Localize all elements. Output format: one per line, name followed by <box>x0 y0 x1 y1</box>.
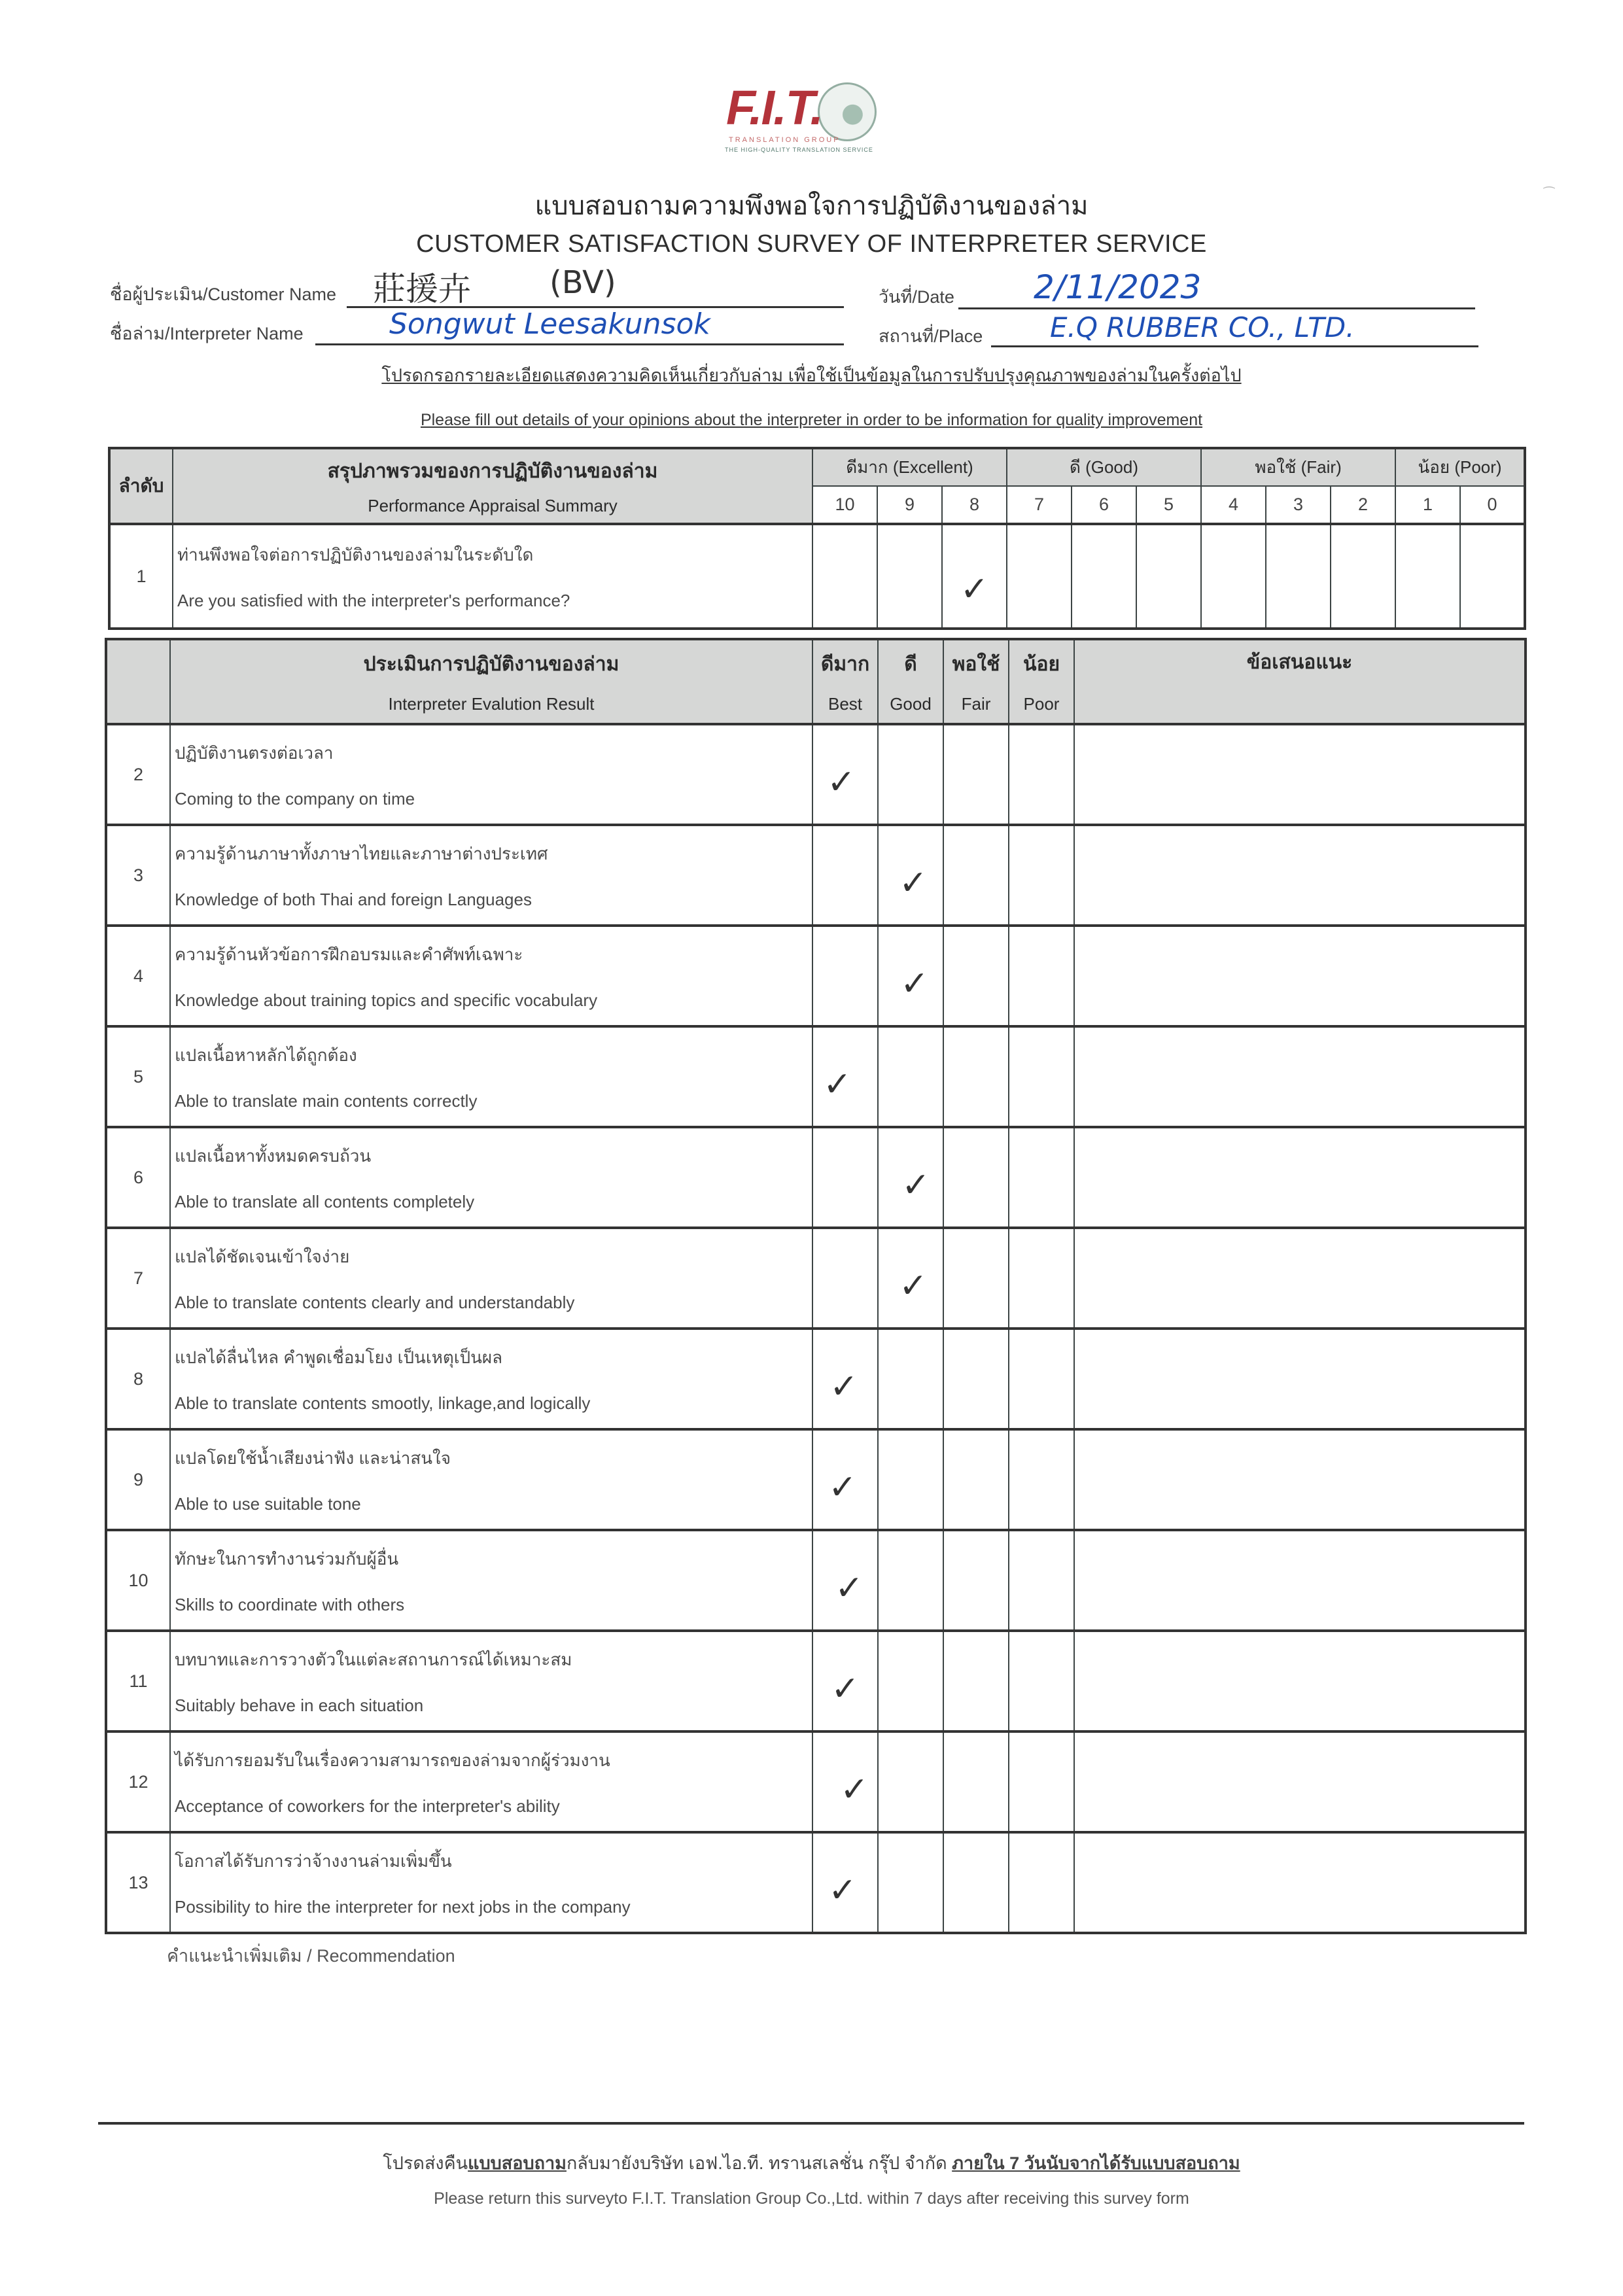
row-text-english: Possibility to hire the interpreter for next jobs in the company <box>175 1897 631 1917</box>
score-cell-8[interactable] <box>942 524 1007 629</box>
score-cell-9[interactable] <box>877 524 942 629</box>
row-index: 2 <box>106 724 170 825</box>
eval-index-header <box>106 639 170 724</box>
remarks-cell[interactable] <box>1074 724 1526 825</box>
interpreter-name-value[interactable]: Songwut Leesakunsok <box>389 307 710 341</box>
check-mark-icon: ✓ <box>827 763 856 802</box>
rating-cell-good[interactable] <box>878 1631 943 1731</box>
group-fair: พอใช้ (Fair) <box>1201 448 1395 486</box>
rating-header-poor <box>1009 639 1074 724</box>
row-text-english: Coming to the company on time <box>175 789 415 809</box>
check-mark-icon: ✓ <box>900 964 929 1003</box>
score-cell-2[interactable] <box>1331 524 1395 629</box>
rating-cell-best[interactable] <box>812 1832 878 1933</box>
evaluation-row <box>106 1832 1526 1933</box>
row-text-thai: แปลเนื้อหาทั้งหมดครบถ้วน <box>175 1146 372 1166</box>
rating-cell-poor[interactable] <box>1009 1832 1074 1933</box>
date-label: วันที่/Date <box>879 287 954 307</box>
row-text-thai: แปลได้ชัดเจนเข้าใจง่าย <box>175 1247 350 1266</box>
remarks-cell[interactable] <box>1074 1228 1526 1329</box>
row-description <box>170 1832 812 1933</box>
rating-cell-poor[interactable] <box>1009 1631 1074 1731</box>
rating-cell-fair[interactable] <box>943 1329 1009 1429</box>
row-index: 3 <box>106 825 170 926</box>
check-mark-icon: ✓ <box>828 1871 857 1910</box>
customer-name-label: ชื่อผู้ประเมิน/Customer Name <box>110 285 337 304</box>
footer-english: Please return this surveyto F.I.T. Translation Group Co.,Ltd. within 7 days after receiving this survey form <box>434 2189 1189 2208</box>
summary-row <box>109 524 1525 629</box>
row-text-thai: โอกาสได้รับการว่าจ้างงานล่ามเพิ่มขึ้น <box>175 1851 452 1871</box>
row-text-english: Suitably behave in each situation <box>175 1696 424 1715</box>
rating-cell-best[interactable] <box>812 1631 878 1731</box>
place-line <box>991 345 1478 347</box>
evaluation-row <box>106 1329 1526 1429</box>
date-line <box>958 307 1475 309</box>
evaluation-header-row <box>106 639 1526 724</box>
score-cell-0[interactable] <box>1460 524 1525 629</box>
row-index: 12 <box>106 1731 170 1832</box>
rating-cell-poor[interactable] <box>1009 1127 1074 1228</box>
rating-cell-poor[interactable] <box>1009 724 1074 825</box>
row-description <box>170 1731 812 1832</box>
row-text-english: Able to use suitable tone <box>175 1494 361 1514</box>
rating-cell-best[interactable] <box>812 1026 878 1127</box>
row-description <box>170 825 812 926</box>
footer-thai-part2: กลับมายังบริษัท เอฟ.ไอ.ที. ทรานสเลชั่น กรุ๊ป จำกัด <box>566 2153 952 2173</box>
rating-cell-poor[interactable] <box>1009 825 1074 926</box>
row-text-english: Able to translate main contents correctly <box>175 1091 478 1111</box>
rating-cell-poor[interactable] <box>1009 926 1074 1026</box>
row-text-english: Knowledge about training topics and specific vocabulary <box>175 990 598 1010</box>
score-cell-5[interactable] <box>1136 524 1201 629</box>
group-good: ดี (Good) <box>1007 448 1201 486</box>
group-poor: น้อย (Poor) <box>1395 448 1525 486</box>
row-index: 10 <box>106 1530 170 1631</box>
score-header-8: 8 <box>942 486 1007 524</box>
evaluation-row <box>106 926 1526 1026</box>
rating-cell-best[interactable] <box>812 1127 878 1228</box>
check-mark-icon: ✓ <box>899 863 928 903</box>
row-text-english: Are you satisfied with the interpreter's performance? <box>177 591 570 610</box>
globe-icon <box>818 82 877 141</box>
score-header-0: 0 <box>1460 486 1525 524</box>
row-description <box>170 1329 812 1429</box>
evaluation-table <box>105 638 1527 1934</box>
rating-good-thai: ดี <box>904 653 917 675</box>
row-index: 1 <box>109 524 173 629</box>
instructions-thai <box>0 361 1623 389</box>
row-text-thai: ทักษะในการทำงานร่วมกับผู้อื่น <box>175 1549 399 1569</box>
rating-cell-good[interactable] <box>878 926 943 1026</box>
footer-thai-bold1: แบบสอบถาม <box>468 2153 567 2173</box>
row-text-english: Able to translate contents clearly and understandably <box>175 1293 575 1312</box>
remarks-header <box>1074 639 1526 724</box>
evaluation-body <box>106 724 1526 1933</box>
rating-cell-good[interactable] <box>878 1127 943 1228</box>
rating-fair-thai: พอใช้ <box>952 653 1000 675</box>
instructions-english <box>0 411 1623 430</box>
evaluation-row <box>106 1127 1526 1228</box>
score-header-2: 2 <box>1331 486 1395 524</box>
row-description <box>170 1429 812 1530</box>
summary-description-header <box>173 448 812 524</box>
row-description <box>170 1127 812 1228</box>
row-text-thai: ความรู้ด้านภาษาทั้งภาษาไทยและภาษาต่างประเทศ <box>175 844 548 863</box>
place-label: สถานที่/Place <box>879 326 983 346</box>
check-mark-icon: ✓ <box>840 1770 869 1809</box>
score-cell-1[interactable] <box>1395 524 1460 629</box>
title-thai: แบบสอบถามความพึงพอใจการปฏิบัติงานของล่าม <box>534 192 1089 220</box>
rating-cell-good[interactable] <box>878 1429 943 1530</box>
remarks-header-thai: ข้อเสนอแนะ <box>1246 652 1353 673</box>
remarks-cell[interactable] <box>1074 926 1526 1026</box>
rating-cell-poor[interactable] <box>1009 1731 1074 1832</box>
rating-cell-good[interactable] <box>878 1832 943 1933</box>
logo-tagline: THE HIGH-QUALITY TRANSLATION SERVICE <box>725 147 873 153</box>
rating-best-thai: ดีมาก <box>820 653 870 675</box>
rating-cell-best[interactable] <box>812 1731 878 1832</box>
evaluation-row <box>106 724 1526 825</box>
rating-cell-fair[interactable] <box>943 1127 1009 1228</box>
rating-poor-english: Poor <box>1023 694 1060 714</box>
remarks-cell[interactable] <box>1074 1026 1526 1127</box>
recommendation-label: คำแนะนำเพิ่มเติม / Recommendation <box>167 1946 455 1966</box>
row-index: 8 <box>106 1329 170 1429</box>
score-header-1: 1 <box>1395 486 1460 524</box>
check-mark-icon: ✓ <box>901 1166 930 1205</box>
footer-thai-part1: โปรดส่งคืน <box>383 2153 468 2173</box>
rating-cell-fair[interactable] <box>943 1731 1009 1832</box>
rating-cell-good[interactable] <box>878 825 943 926</box>
check-mark-icon: ✓ <box>835 1569 864 1608</box>
check-mark-icon: ✓ <box>828 1468 857 1507</box>
row-text-thai: ความรู้ด้านหัวข้อการฝึกอบรมและคำศัพท์เฉพาะ <box>175 945 523 964</box>
evaluation-row <box>106 1228 1526 1329</box>
rating-cell-fair[interactable] <box>943 1026 1009 1127</box>
rating-cell-best[interactable] <box>812 926 878 1026</box>
rating-cell-fair[interactable] <box>943 1631 1009 1731</box>
rating-cell-best[interactable] <box>812 1228 878 1329</box>
scan-mark: ⁀ <box>1544 188 1555 202</box>
rating-cell-good[interactable] <box>878 1530 943 1631</box>
rating-header-good <box>878 639 943 724</box>
remarks-cell[interactable] <box>1074 825 1526 926</box>
evaluation-row <box>106 1631 1526 1731</box>
rating-good-english: Good <box>890 694 932 714</box>
score-cell-3[interactable] <box>1266 524 1331 629</box>
rating-cell-fair[interactable] <box>943 1530 1009 1631</box>
remarks-cell[interactable] <box>1074 1329 1526 1429</box>
row-text-thai: แปลได้ลื่นไหล คำพูดเชื่อมโยง เป็นเหตุเป็นผล <box>175 1348 503 1367</box>
interpreter-name-label: ชื่อล่าม/Interpreter Name <box>110 324 304 343</box>
remarks-cell[interactable] <box>1074 1731 1526 1832</box>
evaluation-row <box>106 1429 1526 1530</box>
rating-cell-poor[interactable] <box>1009 1228 1074 1329</box>
row-index: 5 <box>106 1026 170 1127</box>
summary-header-english: Performance Appraisal Summary <box>368 496 618 515</box>
rating-cell-best[interactable] <box>812 825 878 926</box>
title-english: CUSTOMER SATISFACTION SURVEY OF INTERPRETER SERVICE <box>416 230 1207 258</box>
score-header-9: 9 <box>877 486 942 524</box>
rating-cell-fair[interactable] <box>943 926 1009 1026</box>
rating-cell-best[interactable] <box>812 1329 878 1429</box>
evaluation-row <box>106 1530 1526 1631</box>
rating-cell-good[interactable] <box>878 1731 943 1832</box>
row-text-english: Acceptance of coworkers for the interpreter's ability <box>175 1796 560 1816</box>
score-header-10: 10 <box>812 486 877 524</box>
score-cell-7[interactable] <box>1007 524 1072 629</box>
row-description <box>170 1026 812 1127</box>
check-mark-icon: ✓ <box>899 1266 928 1306</box>
rating-cell-good[interactable] <box>878 1026 943 1127</box>
footer-thai-bold2: ภายใน 7 วันนับจากได้รับแบบสอบถาม <box>952 2153 1240 2173</box>
summary-header-thai: สรุปภาพรวมของการปฏิบัติงานของล่าม <box>327 461 658 482</box>
row-description <box>170 1631 812 1731</box>
row-index: 9 <box>106 1429 170 1530</box>
rating-cell-fair[interactable] <box>943 825 1009 926</box>
logo-text: F.I.T. <box>726 80 822 135</box>
rating-cell-fair[interactable] <box>943 1832 1009 1933</box>
row-description <box>170 724 812 825</box>
evaluation-row <box>106 1731 1526 1832</box>
score-cell-6[interactable] <box>1072 524 1136 629</box>
customer-name-suffix[interactable]: (BV) <box>550 264 616 301</box>
score-header-4: 4 <box>1201 486 1266 524</box>
rating-cell-good[interactable] <box>878 1228 943 1329</box>
rating-cell-fair[interactable] <box>943 1429 1009 1530</box>
rating-cell-poor[interactable] <box>1009 1429 1074 1530</box>
row-text-thai: แปลโดยใช้น้ำเสียงน่าฟัง และน่าสนใจ <box>175 1448 451 1468</box>
remarks-cell[interactable] <box>1074 1127 1526 1228</box>
footer-thai <box>0 2149 1623 2177</box>
summary-table <box>108 447 1526 630</box>
date-value[interactable]: 2/11/2023 <box>1034 268 1202 306</box>
row-text-thai: แปลเนื้อหาหลักได้ถูกต้อง <box>175 1045 357 1065</box>
remarks-cell[interactable] <box>1074 1631 1526 1731</box>
eval-header-english: Interpreter Evalution Result <box>388 694 595 714</box>
row-description <box>170 1530 812 1631</box>
rating-cell-good[interactable] <box>878 724 943 825</box>
score-header-5: 5 <box>1136 486 1201 524</box>
row-text-english: Able to translate contents smootly, linkage,and logically <box>175 1393 591 1413</box>
interpreter-name-line <box>315 343 844 345</box>
rating-cell-best[interactable] <box>812 724 878 825</box>
row-description <box>170 1228 812 1329</box>
instructions-english-text: Please fill out details of your opinions about the interpreter in order to be information for quality improvement <box>420 411 1203 429</box>
rating-cell-best[interactable] <box>812 1530 878 1631</box>
remarks-cell[interactable] <box>1074 1530 1526 1631</box>
remarks-cell[interactable] <box>1074 1832 1526 1933</box>
row-text-thai: ปฏิบัติงานตรงต่อเวลา <box>175 743 334 763</box>
row-index: 6 <box>106 1127 170 1228</box>
evaluation-row <box>106 825 1526 926</box>
group-excellent: ดีมาก (Excellent) <box>812 448 1007 486</box>
index-column-header: ลำดับ <box>109 448 173 524</box>
company-logo <box>720 77 877 159</box>
rating-cell-poor[interactable] <box>1009 1329 1074 1429</box>
row-index: 13 <box>106 1832 170 1933</box>
rating-poor-thai: น้อย <box>1022 653 1060 675</box>
score-header-7: 7 <box>1007 486 1072 524</box>
rating-cell-poor[interactable] <box>1009 1530 1074 1631</box>
row-text-thai: ท่านพึงพอใจต่อการปฏิบัติงานของล่ามในระดับใด <box>177 545 534 565</box>
row-index: 11 <box>106 1631 170 1731</box>
row-text-english: Able to translate all contents completely <box>175 1192 475 1211</box>
logo-subtitle: TRANSLATION GROUP <box>729 136 841 144</box>
score-cell-4[interactable] <box>1201 524 1266 629</box>
row-text-thai: ได้รับการยอมรับในเรื่องความสามารถของล่ามจากผู้ร่วมงาน <box>175 1750 610 1770</box>
row-text-english: Knowledge of both Thai and foreign Languages <box>175 890 532 909</box>
row-text-thai: บทบาทและการวางตัวในแต่ละสถานการณ์ได้เหมาะสม <box>175 1650 572 1669</box>
customer-name-value[interactable]: 莊援卉 <box>373 270 471 308</box>
rating-cell-poor[interactable] <box>1009 1026 1074 1127</box>
summary-header-row <box>109 448 1525 486</box>
instructions-thai-text: โปรดกรอกรายละเอียดแสดงความคิดเห็นเกี่ยวกับล่าม เพื่อใช้เป็นข้อมูลในการปรับปรุงคุณภาพของล่ามในครั้งต่อไป <box>381 366 1242 385</box>
check-mark-icon: ✓ <box>960 570 989 609</box>
score-header-6: 6 <box>1072 486 1136 524</box>
rating-best-english: Best <box>828 694 863 714</box>
rating-cell-best[interactable] <box>812 1429 878 1530</box>
row-description <box>170 926 812 1026</box>
rating-cell-good[interactable] <box>878 1329 943 1429</box>
check-mark-icon: ✓ <box>831 1669 860 1709</box>
evaluation-row <box>106 1026 1526 1127</box>
row-text-english: Skills to coordinate with others <box>175 1595 405 1614</box>
eval-header-thai: ประเมินการปฏิบัติงานของล่าม <box>363 653 620 675</box>
footer-divider <box>98 2122 1524 2125</box>
place-value[interactable]: E.Q RUBBER CO., LTD. <box>1050 311 1355 343</box>
rating-cell-fair[interactable] <box>943 724 1009 825</box>
check-mark-icon: ✓ <box>823 1065 852 1104</box>
rating-header-fair <box>943 639 1009 724</box>
rating-cell-fair[interactable] <box>943 1228 1009 1329</box>
row-index: 7 <box>106 1228 170 1329</box>
row-description <box>173 524 812 629</box>
rating-fair-english: Fair <box>961 694 991 714</box>
row-index: 4 <box>106 926 170 1026</box>
eval-description-header <box>170 639 812 724</box>
score-header-3: 3 <box>1266 486 1331 524</box>
check-mark-icon: ✓ <box>829 1367 858 1406</box>
rating-header-best <box>812 639 878 724</box>
score-cell-10[interactable] <box>812 524 877 629</box>
remarks-cell[interactable] <box>1074 1429 1526 1530</box>
